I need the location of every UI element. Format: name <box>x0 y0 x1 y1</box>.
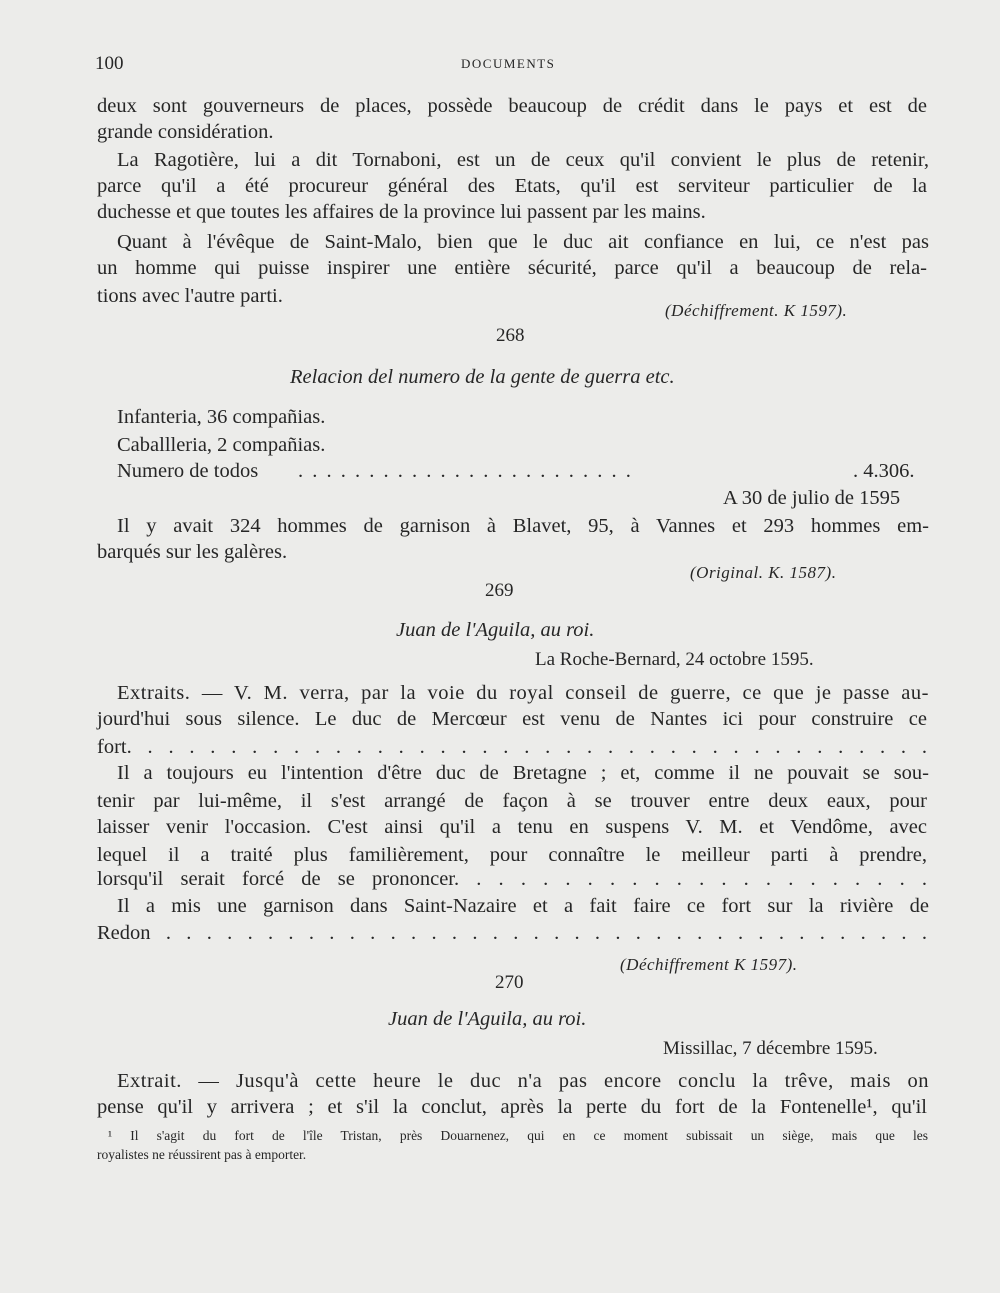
document-number: 269 <box>485 580 514 601</box>
text-line: jourd'hui sous silence. Le duc de Mercœur est venu de Nantes ici pour construire ce <box>97 708 927 730</box>
document-date: La Roche-Bernard, 24 octobre 1595. <box>535 649 814 670</box>
text-line: fort. . . . . . . . . . . . . . . . . . . . . . . . . . . . . . . . . . . . . . . <box>97 736 927 758</box>
text-line: Il y avait 324 hommes de garnison à Blavet, 95, à Vannes et 293 hommes em- <box>117 515 929 537</box>
text-line: deux sont gouverneurs de places, possède beaucoup de crédit dans le pays et est de <box>97 95 927 117</box>
source-citation: (Déchiffrement. K 1597). <box>665 301 848 320</box>
text-line: Il a mis une garnison dans Saint-Nazaire et a fait faire ce fort sur la rivière de <box>117 895 929 917</box>
list-item: Caballleria, 2 compañias. <box>117 434 326 456</box>
source-citation: (Déchiffrement K 1597). <box>620 955 798 974</box>
text-line: barqués sur les galères. <box>97 541 288 563</box>
document-date: A 30 de julio de 1595 <box>723 487 901 509</box>
source-citation: (Original. K. 1587). <box>690 563 837 582</box>
text-line: laisser venir l'occasion. C'est ainsi qu'il a tenu en suspens V. M. et Vendôme, avec <box>97 816 927 838</box>
text-line: Extrait. — Jusqu'à cette heure le duc n'a pas encore conclu la trêve, mais on <box>117 1070 929 1092</box>
text-line: Il a toujours eu l'intention d'être duc de Bretagne ; et, comme il ne pouvait se sou- <box>117 762 929 784</box>
text-line: tenir par lui-même, il s'est arrangé de façon à se trouver entre deux eaux, pour <box>97 790 927 812</box>
document-title: Juan de l'Aguila, au roi. <box>388 1008 587 1030</box>
text-line: Extraits. — V. M. verra, par la voie du royal conseil de guerre, ce que je passe au- <box>117 682 929 704</box>
text-line: grande considération. <box>97 121 274 143</box>
text-line: lorsqu'il serait forcé de se prononcer. . . . . . . . . . . . . . . . . . . . . . <box>97 868 927 890</box>
text-line: Redon . . . . . . . . . . . . . . . . . . . . . . . . . . . . . . . . . . . . . . <box>97 922 927 944</box>
document-number: 270 <box>495 972 524 993</box>
text-line: lequel il a traité plus familièrement, pour connaître le meilleur parti à prendre, <box>97 844 927 866</box>
running-title: DOCUMENTS <box>461 56 556 71</box>
total-label: Numero de todos <box>117 460 259 482</box>
text-line: La Ragotière, lui a dit Tornaboni, est un de ceux qu'il convient le plus de retenir, <box>117 149 929 171</box>
text-line: tions avec l'autre parti. <box>97 285 283 307</box>
dot-leader: . . . . . . . . . . . . . . . . . . . . . . . . <box>298 460 633 482</box>
document-number: 268 <box>496 325 525 346</box>
text-line: pense qu'il y arrivera ; et s'il la conclut, après la perte du fort de la Fontenelle¹, qu'il <box>97 1096 927 1118</box>
total-value: . 4.306. <box>853 460 915 482</box>
page-number: 100 <box>95 53 124 74</box>
document-date: Missillac, 7 décembre 1595. <box>663 1038 878 1059</box>
text-line: un homme qui puisse inspirer une entière sécurité, parce qu'il a beaucoup de rela- <box>97 257 927 279</box>
document-title: Relacion del numero de la gente de guerra etc. <box>290 366 675 388</box>
text-line: Quant à l'évêque de Saint-Malo, bien que le duc ait confiance en lui, ce n'est pas <box>117 231 929 253</box>
footnote-line: royalistes ne réussirent pas à emporter. <box>97 1147 307 1162</box>
text-line: duchesse et que toutes les affaires de la province lui passent par les mains. <box>97 201 706 223</box>
text-line: parce qu'il a été procureur général des Etats, qu'il est serviteur particulier de la <box>97 175 927 197</box>
footnote-line: ¹ Il s'agit du fort de l'île Tristan, près Douarnenez, qui en ce moment subissait un siège, mais que les <box>108 1128 928 1143</box>
list-item: Infanteria, 36 compañias. <box>117 406 326 428</box>
document-title: Juan de l'Aguila, au roi. <box>396 619 595 641</box>
